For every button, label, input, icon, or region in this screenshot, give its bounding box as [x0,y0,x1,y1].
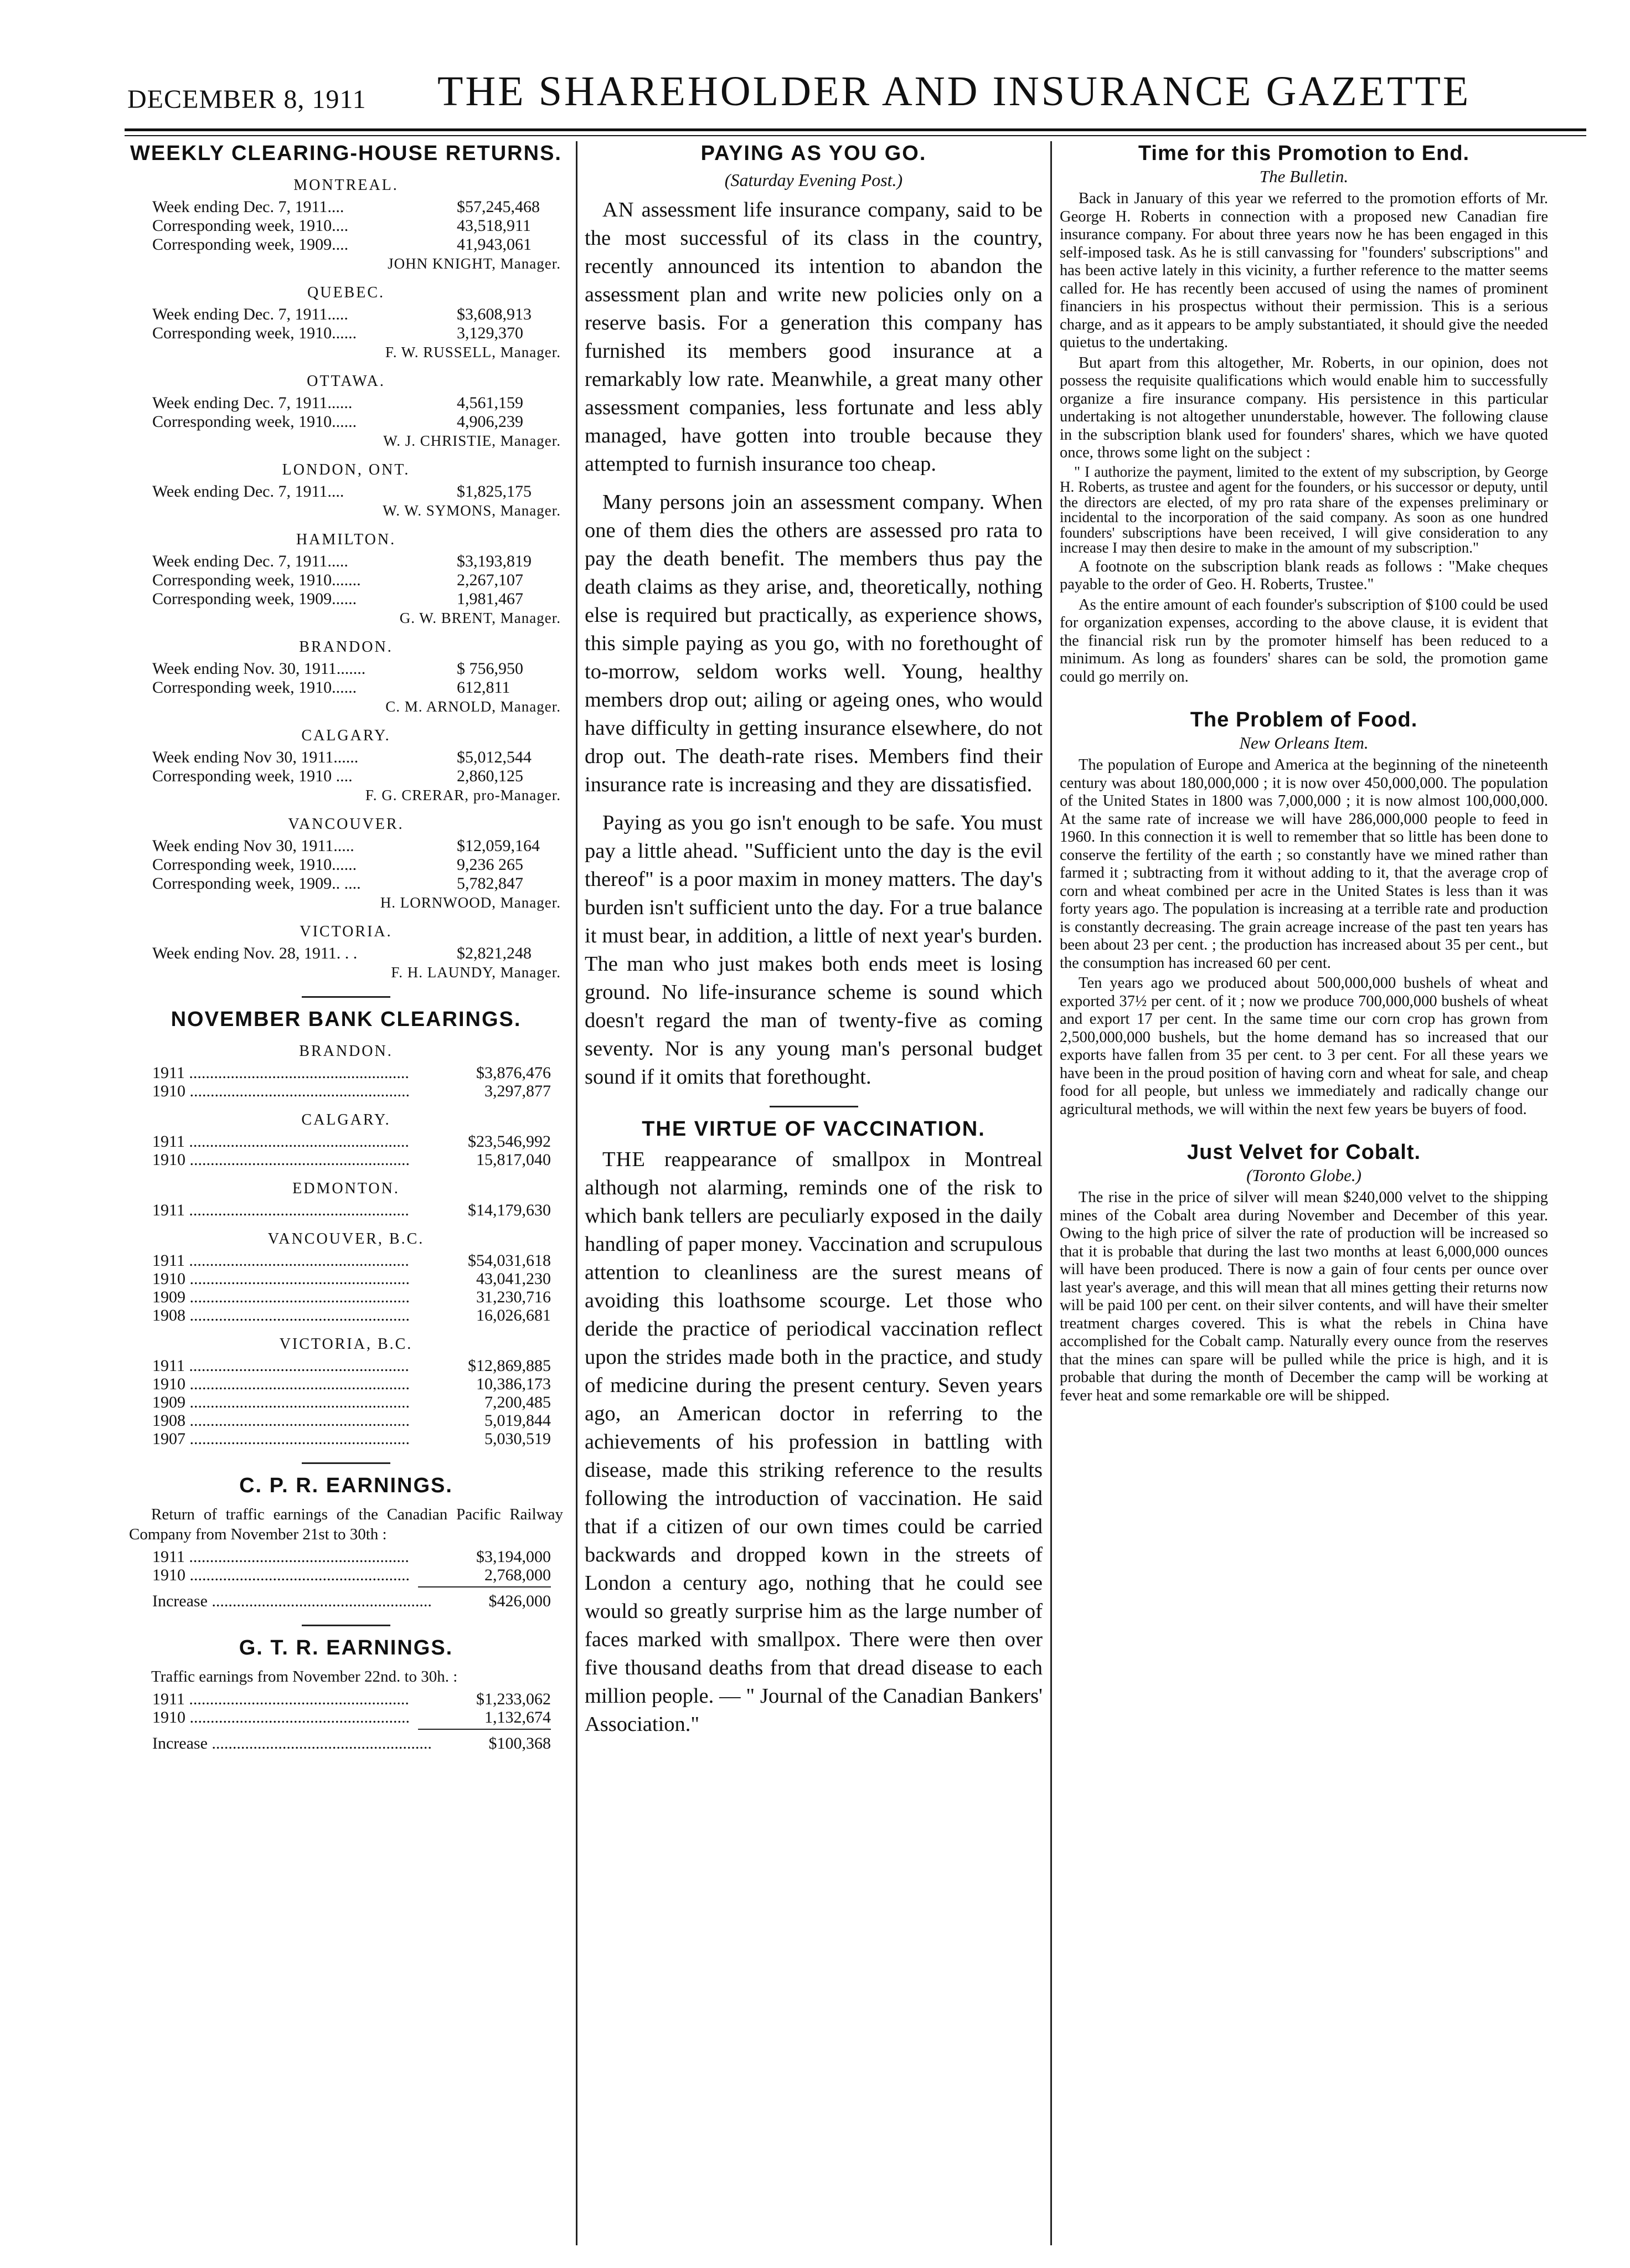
city-name: CALGARY. [301,727,391,744]
manager-name: C. M. ARNOLD, Manager. [385,698,561,715]
subscription-clause-quote: " I authorize the payment, limited to the extent of my subscription, by George H. Roberts, as trustee and agent for the founders, or his successor or deputy, until the directors are elected, of my pro rata share of the expenses preliminary or incidental to the incorporation of the said company. As soon as one hundred founders' subscriptions have been received, I will give consideration to any increase I may then desire to make in the amount of my subscription." [1060,463,1548,556]
promotion-paragraph: But apart from this altogether, Mr. Roberts, in our opinion, does not possess the requisite qualifications which would enable him to successfully organize a fire insurance company. His persistence in this particular undertaking is not altogether ununderstable, however. The following clause in the subscription blank used for founders' shares, which we have quoted once, throws some light on the subject : [1060,354,1548,461]
vaccination-heading: THE VIRTUE OF VACCINATION. [642,1117,986,1141]
paying-heading: PAYING AS YOU GO. [700,142,927,165]
clearing-row [125,767,568,786]
row-value: 9,236 265 [457,855,523,874]
clearing-row [125,1251,568,1270]
cpr-earnings-heading: C. P. R. EARNINGS. [239,1474,453,1497]
clearing-row [125,217,568,235]
drop-word: THE [602,1148,646,1171]
cpr-increase-row [125,1592,568,1610]
row-value: 16,026,681 [476,1306,551,1324]
promotion-paragraph: A footnote on the subscription blank reads as follows : "Make cheques payable to the order of Geo. H. Roberts, Trustee." [1060,558,1548,593]
row-value: 5,030,519 [484,1430,551,1448]
november-clearings-list [125,1043,568,1448]
row-year: 1910 ..... [152,1082,440,1100]
row-value: 31,230,716 [476,1288,551,1306]
paying-paragraph [585,196,1043,478]
city-name: LONDON, ONT. [282,461,410,478]
masthead-rule-thin [125,135,1586,136]
clearing-row [125,305,568,324]
row-value: 612,811 [457,678,510,697]
row-label: Corresponding week, 1910 .... [152,767,353,785]
paragraph-text: reappearance of smallpox in Montreal although not alarming, reminds one of the risk to which bank tellers are peculiarly exposed in the daily handling of paper money. Vaccination and scrupulous attention to cleanliness are the surest means of avoiding this loathsome scourge. Let those who deride the practice of periodical vaccination reflect upon the strides made both in the practice, and study of medicine during the present century. Seven years ago, an American doctor in referring to the achievements of his profession in battling with disease, made this striking reference to the results following the introduction of vaccination. He said that if a citizen of our own times could be carried backwards and dropped kown in the streets of London a century ago, nothing that he could see would so greatly surprise him as the large number of faces marked with smallpox. There were then over five thousand deaths from that dread disease to each million people. — " Journal of the Canadian Bankers' Association." [585,1148,1043,1736]
row-label: Corresponding week, 1910...... [152,678,357,697]
clearing-row [125,678,568,697]
clearing-row [125,944,568,963]
promotion-source: The Bulletin. [1259,167,1349,186]
november-clearings-heading: NOVEMBER BANK CLEARINGS. [171,1008,522,1031]
cpr-intro: Return of traffic earnings of the Canadian Pacific Railway Company from November 21st to 30th : [129,1506,563,1543]
clearing-row [125,590,568,609]
row-year: 1911 ..... [152,1132,440,1151]
clearing-row [125,413,568,431]
clearing-row [125,482,568,501]
row-value: 1,132,674 [484,1708,551,1726]
row-value: 4,906,239 [457,413,523,431]
earnings-row [125,1548,568,1566]
row-value: 5,782,847 [457,874,523,893]
section-divider [302,996,390,998]
clearing-row [125,394,568,413]
clearing-row [125,1411,568,1430]
row-value: 15,817,040 [476,1151,551,1169]
row-value: $ 756,950 [457,659,523,678]
increase-label: Increase ..... [152,1592,440,1610]
gtr-earnings-heading: G. T. R. EARNINGS. [239,1636,453,1659]
row-year: 1908 ..... [152,1306,440,1324]
row-value: $3,876,476 [476,1064,551,1082]
row-value: 3,129,370 [457,324,523,342]
row-value: 7,200,485 [484,1393,551,1411]
clearing-row [125,748,568,767]
clearing-row [125,1064,568,1082]
food-paragraph: The population of Europe and America at the beginning of the nineteenth century was about 180,000,000 ; it is now over 450,000,000. The population of the United States in 1800 was 7,000,000 ; it is now almost 100,000,000. At the same rate of increase we will have 286,000,000 people to feed in 1960. In this connection it is well to remember that so little has been done to conserve the fertility of the earth ; so constantly have we mined rather than farmed it ; subtracting from it without adding to it, that the average crop of corn and wheat combined per acre in the United States is less than it was forty years ago. The population is increasing at a terrible rate and production is constantly decreasing. The grain acreage increase of the past ten years has been about 23 per cent. ; the production has increased about 35 per cent., but the consumption has increased 60 per cent. [1060,756,1548,972]
row-value: $3,193,819 [457,552,532,570]
row-label: Corresponding week, 1909.. .... [152,874,361,893]
row-value: 43,041,230 [476,1270,551,1288]
row-year: 1908 ..... [152,1411,440,1430]
row-value: $14,179,630 [468,1201,551,1219]
row-value: 43,518,911 [457,217,531,235]
clearing-row [125,1430,568,1448]
food-source: New Orleans Item. [1239,733,1369,752]
drop-word: AN [602,198,635,221]
paying-paragraph: Many persons join an assessment company. When one of them dies the others are assessed pro rata to pay the death benefit. The members thus pay the death claims as they arise, and, theoretically, nothing else is required but practically, as experience shows, this simple paying as you go, with no forethought of to-morrow, seldom works well. Young, healthy members drop out; ailing or ageing ones, who would have difficulty in getting insurance elsewhere, do not drop out. The death-rate rises. Members find their insurance rate is increasing and they are dissatisfied. [585,491,1043,796]
row-value: 4,561,159 [457,394,523,412]
sum-rule [418,1586,551,1587]
row-label: Week ending Dec. 7, 1911...... [152,394,353,412]
row-year: 1910 ..... [152,1708,440,1726]
row-value: 2,768,000 [484,1566,551,1584]
promotion-paragraph: As the entire amount of each founder's subscription of $100 could be used for organization expenses, according to the above clause, it is evident that the financial risk run by the promoter himself has been reduced to a minimum. As long as founders' shares can be sold, the promotion game could go merrily on. [1060,596,1548,685]
row-value: $3,608,913 [457,305,532,323]
row-label: Week ending Dec. 7, 1911.... [152,198,344,216]
clearing-row [125,1288,568,1306]
city-name: VANCOUVER. [288,816,404,833]
earnings-row [125,1566,568,1584]
row-year: 1907 ..... [152,1430,440,1448]
clearing-row [125,855,568,874]
city-name: OTTAWA. [307,373,385,390]
manager-name: G. W. BRENT, Manager. [399,610,561,626]
row-value: $2,821,248 [457,944,532,962]
row-value: $1,233,062 [476,1690,551,1708]
column-divider [576,141,577,2245]
manager-name: F. W. RUSSELL, Manager. [385,344,561,360]
city-name: VICTORIA. [300,923,393,940]
clearing-returns-heading: WEEKLY CLEARING-HOUSE RETURNS. [130,142,562,165]
city-name: BRANDON. [299,1043,393,1060]
column-right [1058,138,1550,2259]
clearing-row [125,198,568,217]
row-value: $5,012,544 [457,748,532,766]
row-year: 1910 ..... [152,1270,440,1288]
row-label: Corresponding week, 1910....... [152,571,361,589]
row-value: 41,943,061 [457,235,532,254]
city-name: VANCOUVER, B.C. [267,1230,425,1248]
row-value: 3,297,877 [484,1082,551,1100]
row-year: 1911 ..... [152,1690,440,1708]
manager-name: F. H. LAUNDY, Manager. [391,964,561,981]
row-label: Corresponding week, 1910...... [152,855,357,874]
clearing-row [125,1306,568,1324]
masthead [127,68,1578,122]
city-name: MONTREAL. [293,177,399,194]
row-label: Week ending Nov 30, 1911...... [152,748,359,766]
cobalt-source: (Toronto Globe.) [1246,1166,1361,1185]
gtr-increase-row [125,1734,568,1752]
increase-label: Increase ..... [152,1734,440,1752]
row-value: 2,860,125 [457,767,523,785]
issue-date: DECEMBER 8, 1911 [127,85,367,114]
row-year: 1909 ..... [152,1288,440,1306]
paying-paragraph: Paying as you go isn't enough to be safe. You must pay a little ahead. "Sufficient unto the day is the evil thereof" is a poor maxim in money matters. The day's burden isn't sufficient unto the day. For a true balance it must bear, in addition, a little of next year's burden. The man who just makes both ends meet is losing ground. No life-insurance scheme is sound which doesn't regard the man of twenty-five as coming seventy. Nor is any young man's personal budget sound if it omits that forethought. [585,811,1043,1089]
row-year: 1911 ..... [152,1548,440,1566]
cpr-earnings-list [125,1548,568,1584]
clearing-row [125,1151,568,1169]
masthead-rule-thick [125,128,1586,131]
clearing-row [125,1270,568,1288]
row-value: 5,019,844 [484,1411,551,1430]
gtr-intro: Traffic earnings from November 22nd. to 30h. : [151,1668,458,1685]
row-year: 1909 ..... [152,1393,440,1411]
promotion-heading: Time for this Promotion to End. [1138,142,1470,165]
row-year: 1910 ..... [152,1151,440,1169]
clearing-row [125,837,568,855]
manager-name: JOHN KNIGHT, Manager. [388,255,561,272]
city-name: EDMONTON. [292,1180,400,1197]
manager-name: H. LORNWOOD, Manager. [380,894,561,911]
promotion-paragraph: Back in January of this year we referred to the promotion efforts of Mr. George H. Roberts in connection with a proposed new Canadian fire insurance company. For about three years now he has been engaged in this self-imposed task. As he is still canvassing for "founders' subscriptions" and has been active lately in this vicinity, a further reference to the matter seems called for. He has recently been accused of using the names of prominent financiers in his prospectus without their permission. This is a serious charge, and as it appears to be amply substantiated, it should give the needed quietus to the undertaking. [1060,190,1548,351]
clearing-row [125,874,568,893]
section-divider [302,1462,390,1464]
city-name: CALGARY. [301,1111,391,1128]
earnings-row [125,1690,568,1708]
cobalt-heading: Just Velvet for Cobalt. [1187,1141,1421,1164]
sum-rule [418,1729,551,1730]
row-value: 2,267,107 [457,571,523,589]
row-label: Week ending Nov. 30, 1911....... [152,659,366,678]
clearing-row [125,324,568,343]
paragraph-text: assessment life insurance company, said to be the most successful of its class in the country, recently announced its intention to abandon the assessment plan and write new policies only on a reserve basis. For a generation this company has furnished its members good insurance at a remarkably low rate. Meanwhile, a great many other assessment companies, less fortunate and less ably managed, have gotten into trouble because they attempted to furnish insurance too cheap. [585,198,1043,476]
clearing-row [125,571,568,590]
increase-value: $426,000 [488,1592,551,1610]
section-divider [302,1625,390,1626]
row-label: Corresponding week, 1909.... [152,235,349,254]
clearing-row [125,1357,568,1375]
city-name: HAMILTON. [296,531,396,548]
city-name: BRANDON. [299,638,393,656]
food-paragraph: Ten years ago we produced about 500,000,000 bushels of wheat and exported 37½ per cent. of it ; now we produce 700,000,000 bushels of wheat and export 17 per cent. In the same time our corn crop has grown from 2,500,000,000 bushels, but the home demand has so increased that our exports have fallen from 35 per cent. to 3 per cent. For all these years we have been in the proud position of having corn and wheat for sale, and cheap food for all people, but unless we immediately and radically change our agricultural methods, we will within the next few years be buyers of food. [1060,975,1548,1118]
city-name: VICTORIA, B.C. [279,1336,413,1353]
row-year: 1911 ..... [152,1357,440,1375]
clearing-row [125,1082,568,1100]
row-label: Week ending Dec. 7, 1911..... [152,552,348,570]
manager-name: F. G. CRERAR, pro-Manager. [365,787,561,803]
row-value: $1,825,175 [457,482,532,501]
clearing-row [125,1201,568,1219]
row-value: 10,386,173 [476,1375,551,1393]
earnings-row [125,1708,568,1726]
row-year: 1910 ..... [152,1375,440,1393]
clearing-returns-list [125,177,568,982]
row-label: Corresponding week, 1910...... [152,413,357,431]
cobalt-paragraph: The rise in the price of silver will mean $240,000 velvet to the shipping mines of the Cobalt area during November and December of this year. Owing to the high price of silver the rate of production will be increased so that it is probable that during the last two months at least 6,000,000 ounces will have been produced. There is now a gain of four cents per ounce over last year's average, and this will mean that all mines getting their returns now will be paid 100 per cent. on their silver contents, and will have their smelter treatment charges covered. This is what the rebels in China have accomplished for the Cobalt camp. Naturally every ounce from the reserves that the mines can spare will be pulled while the price is high, and it is probable that during the month of December the camp will be working at fever heat and some remarkable ore will be shipped. [1060,1189,1548,1404]
row-value: $54,031,618 [468,1251,551,1270]
publication-title: THE SHAREHOLDER AND INSURANCE GAZETTE [437,68,1471,115]
row-value: $12,869,885 [468,1357,551,1375]
column-middle [582,138,1045,2259]
column-divider [1050,141,1052,2245]
row-label: Week ending Dec. 7, 1911.... [152,482,344,501]
clearing-row [125,1393,568,1411]
increase-value: $100,368 [488,1734,551,1752]
row-value: $57,245,468 [457,198,540,216]
row-label: Corresponding week, 1910.... [152,217,349,235]
row-value: 1,981,467 [457,590,523,608]
gtr-earnings-list [125,1690,568,1726]
row-value: $23,546,992 [468,1132,551,1151]
column-left [125,138,568,2259]
row-year: 1911 ..... [152,1251,440,1270]
row-value: $12,059,164 [457,837,540,855]
clearing-row [125,552,568,571]
row-label: Week ending Dec. 7, 1911..... [152,305,348,323]
clearing-row [125,235,568,254]
food-heading: The Problem of Food. [1190,708,1418,731]
row-year: 1911 ..... [152,1201,440,1219]
clearing-row [125,1375,568,1393]
row-year: 1910 ..... [152,1566,440,1584]
clearing-row [125,1132,568,1151]
paying-source: (Saturday Evening Post.) [724,170,903,190]
manager-name: W. W. SYMONS, Manager. [383,502,561,519]
row-label: Corresponding week, 1909...... [152,590,357,608]
row-value: $3,194,000 [476,1548,551,1566]
row-label: Week ending Nov 30, 1911..... [152,837,354,855]
row-label: Week ending Nov. 28, 1911. . . [152,944,358,962]
vaccination-paragraph [585,1146,1043,1739]
manager-name: W. J. CHRISTIE, Manager. [383,432,561,449]
row-year: 1911 ..... [152,1064,440,1082]
clearing-row [125,659,568,678]
city-name: QUEBEC. [307,284,385,301]
row-label: Corresponding week, 1910...... [152,324,357,342]
section-divider [770,1106,858,1107]
